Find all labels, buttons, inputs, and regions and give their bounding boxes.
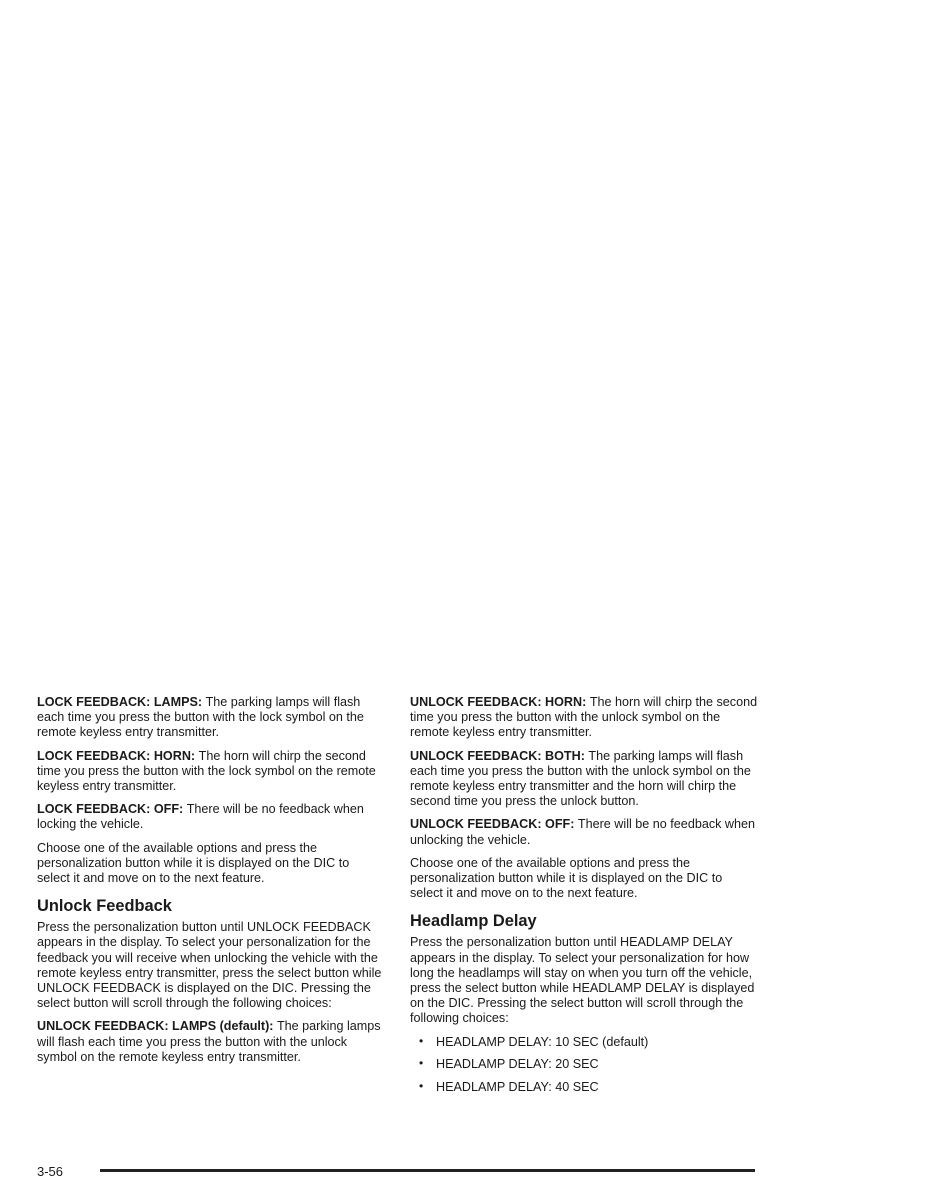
option-label: UNLOCK FEEDBACK: OFF: <box>410 817 575 832</box>
bullet-icon: • <box>419 1056 424 1071</box>
unlock-feedback-intro-paragraph: Press the personalization button until UNLOCK FEEDBACK appears in the display. To select your personalization for the feedback you will receive when unlocking the vehicle with the remote keyless entry transmitter, press the select button while UNLOCK FEEDBACK is displayed on the DIC. Pressing the select button will scroll through the following choices: <box>37 920 382 1011</box>
option-description: The parking lamps will flash each time you press the button with the unlock symbol on the remote keyless entry transmitter. <box>37 1019 381 1064</box>
list-item <box>410 1035 758 1050</box>
option-description: The parking lamps will flash each time you press the button with the unlock symbol on the remote keyless entry transmitter and the horn will chirp the second time you press the unlock button. <box>410 748 751 809</box>
option-label: UNLOCK FEEDBACK: LAMPS (default): <box>37 1019 274 1034</box>
list-item-text: HEADLAMP DELAY: 20 SEC <box>436 1057 599 1072</box>
option-label: LOCK FEEDBACK: OFF: <box>37 802 184 817</box>
option-description: The parking lamps will flash each time you press the button with the lock symbol on the remote keyless entry transmitter. <box>37 695 364 740</box>
list-item-text: HEADLAMP DELAY: 10 SEC (default) <box>436 1034 649 1049</box>
unlock-feedback-lamps-paragraph <box>37 1019 385 1065</box>
option-label: LOCK FEEDBACK: LAMPS: <box>37 695 203 709</box>
choose-option-paragraph: Choose one of the available options and press the personalization button while it is displayed on the DIC to select it and move on to the next feature. <box>410 855 723 901</box>
option-description: The horn will chirp the second time you press the button with the lock symbol on the remote keyless entry transmitter. <box>37 748 376 794</box>
list-item <box>410 1080 758 1095</box>
left-column <box>37 695 385 1073</box>
option-label: UNLOCK FEEDBACK: HORN: <box>410 695 587 709</box>
lock-feedback-horn-paragraph <box>37 749 385 795</box>
unlock-feedback-both-paragraph <box>410 749 758 810</box>
page-number: 3-56 <box>37 1164 64 1179</box>
right-column <box>410 695 758 1103</box>
headlamp-delay-choices-list <box>410 1035 758 1096</box>
list-item-text: HEADLAMP DELAY: 40 SEC <box>436 1080 599 1095</box>
choose-option-paragraph: Choose one of the available options and press the personalization button while it is displayed on the DIC to select it and move on to the next feature. <box>37 840 350 886</box>
option-label: UNLOCK FEEDBACK: BOTH: <box>410 748 585 763</box>
option-description: There will be no feedback when locking the vehicle. <box>37 802 364 832</box>
list-item <box>410 1057 758 1072</box>
footer-rule <box>100 1169 755 1172</box>
unlock-feedback-horn-paragraph <box>410 695 758 741</box>
option-description: The horn will chirp the second time you press the button with the unlock symbol on the remote keyless entry transmitter. <box>410 695 758 740</box>
section-heading-headlamp-delay: Headlamp Delay <box>410 912 537 931</box>
option-description: There will be no feedback when unlocking the vehicle. <box>410 817 756 847</box>
bullet-icon: • <box>419 1079 424 1094</box>
lock-feedback-off-paragraph <box>37 802 385 832</box>
lock-feedback-lamps-paragraph <box>37 695 385 741</box>
bullet-icon: • <box>419 1033 424 1048</box>
headlamp-delay-intro-paragraph: Press the personalization button until HEADLAMP DELAY appears in the display. To select your personalization for how long the headlamps will stay on when you turn off the vehicle, press the select button while HEADLAMP DELAY is displayed on the DIC. Pressing the select button will scroll through the following choices: <box>410 935 755 1026</box>
option-label: LOCK FEEDBACK: HORN: <box>37 748 196 763</box>
section-heading-unlock-feedback: Unlock Feedback <box>37 897 172 916</box>
unlock-feedback-off-paragraph <box>410 817 758 847</box>
